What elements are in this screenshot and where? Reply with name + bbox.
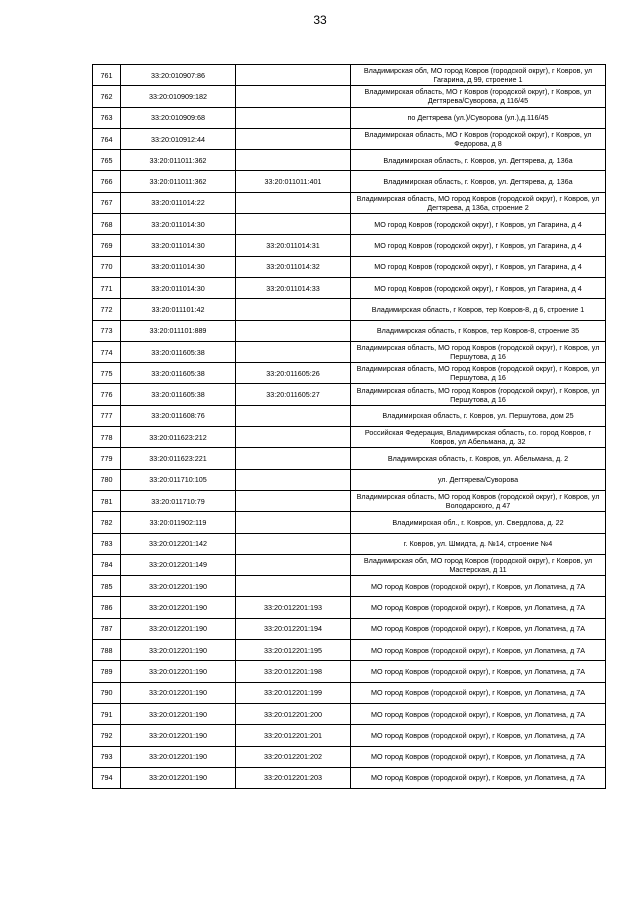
address-cell: МО город Ковров (городской округ), г Ковров, ул Лопатина, д 7А [351,703,606,724]
table-row [93,661,606,682]
address-cell: МО город Ковров (городской округ), г Ковров, ул Лопатина, д 7А [351,661,606,682]
row-number-cell: 781 [93,490,121,511]
address-cell: МО город Ковров (городской округ), г Ковров, ул Лопатина, д 7А [351,767,606,788]
row-number-cell: 761 [93,65,121,86]
cadastral-number-cell: 33:20:012201:190 [121,661,236,682]
page-number: 33 [313,13,327,27]
row-number-cell: 774 [93,341,121,362]
cadastral-number-cell: 33:20:012201:190 [121,746,236,767]
address-cell: Владимирская обл, МО город Ковров (городской округ), г Ковров, ул Гагарина, д 99, строение 1 [351,65,606,86]
building-cadastral-number-cell: 33:20:012201:198 [236,661,351,682]
cadastral-number-cell: 33:20:012201:190 [121,576,236,597]
address-cell: МО город Ковров (городской округ), г Ковров, ул Лопатина, д 7А [351,618,606,639]
address-cell: Владимирская область, г. Ковров, ул. Дегтярева, д. 136а [351,171,606,192]
table-row [93,618,606,639]
table-row [93,341,606,362]
address-cell: по Дегтярева (ул.)/Суворова (ул.),д.116/45 [351,107,606,128]
address-cell: МО город Ковров (городской округ), г Ковров, ул Лопатина, д 7А [351,597,606,618]
cadastral-number-cell: 33:20:011101:889 [121,320,236,341]
row-number-cell: 789 [93,661,121,682]
cadastral-number-cell: 33:20:011014:30 [121,277,236,298]
table-row [93,554,606,575]
building-cadastral-number-cell [236,192,351,213]
row-number-cell: 794 [93,767,121,788]
row-number-cell: 775 [93,363,121,384]
address-cell: Владимирская область, г. Ковров, ул. Абельмана, д. 2 [351,448,606,469]
table-row [93,86,606,107]
row-number-cell: 788 [93,640,121,661]
cadastral-number-cell: 33:20:011014:30 [121,214,236,235]
building-cadastral-number-cell: 33:20:011014:32 [236,256,351,277]
address-cell: МО город Ковров (городской округ), г Ковров, ул Гагарина, д 4 [351,235,606,256]
building-cadastral-number-cell: 33:20:012201:194 [236,618,351,639]
cadastral-number-cell: 33:20:011623:212 [121,427,236,448]
address-cell: МО город Ковров (городской округ), г Ковров, ул Гагарина, д 4 [351,256,606,277]
cadastral-number-cell: 33:20:011710:79 [121,490,236,511]
address-cell: МО город Ковров (городской округ), г Ковров, ул Лопатина, д 7А [351,682,606,703]
cadastral-number-cell: 33:20:011902:119 [121,512,236,533]
cadastral-number-cell: 33:20:011014:30 [121,256,236,277]
cadastral-number-cell: 33:20:011605:38 [121,384,236,405]
building-cadastral-number-cell [236,341,351,362]
row-number-cell: 779 [93,448,121,469]
row-number-cell: 765 [93,150,121,171]
cadastral-number-cell: 33:20:011011:362 [121,150,236,171]
row-number-cell: 792 [93,725,121,746]
table-row [93,767,606,788]
row-number-cell: 787 [93,618,121,639]
building-cadastral-number-cell [236,512,351,533]
registry-table [92,64,606,789]
table-row [93,256,606,277]
building-cadastral-number-cell: 33:20:011011:401 [236,171,351,192]
cadastral-number-cell: 33:20:012201:190 [121,682,236,703]
address-cell: Владимирская область, г Ковров, тер Ковров-8, строение 35 [351,320,606,341]
row-number-cell: 785 [93,576,121,597]
table-row [93,427,606,448]
row-number-cell: 778 [93,427,121,448]
building-cadastral-number-cell [236,214,351,235]
address-cell: г. Ковров, ул. Шмидта, д. №14, строение №4 [351,533,606,554]
address-cell: МО город Ковров (городской округ), г Ковров, ул Лопатина, д 7А [351,576,606,597]
table-row [93,299,606,320]
building-cadastral-number-cell [236,299,351,320]
table-row [93,384,606,405]
cadastral-number-cell: 33:20:011014:30 [121,235,236,256]
address-cell: МО город Ковров (городской округ), г Ковров, ул Гагарина, д 4 [351,214,606,235]
building-cadastral-number-cell [236,150,351,171]
address-cell: Российская Федерация, Владимирская область, г.о. город Ковров, г Ковров, ул Абельмана, д. 32 [351,427,606,448]
address-cell: Владимирская область, МО г Ковров (городской округ), г Ковров, ул Дегтярева/Суворова, д 116/45 [351,86,606,107]
table-row [93,150,606,171]
table-row [93,576,606,597]
row-number-cell: 780 [93,469,121,490]
row-number-cell: 777 [93,405,121,426]
address-cell: Владимирская область, МО г Ковров (городской округ), г Ковров, ул Федорова, д 8 [351,128,606,149]
row-number-cell: 783 [93,533,121,554]
table-row [93,192,606,213]
row-number-cell: 767 [93,192,121,213]
cadastral-number-cell: 33:20:011710:105 [121,469,236,490]
building-cadastral-number-cell [236,490,351,511]
building-cadastral-number-cell [236,469,351,490]
building-cadastral-number-cell [236,554,351,575]
address-cell: Владимирская область, г. Ковров, ул. Дегтярева, д. 136а [351,150,606,171]
cadastral-number-cell: 33:20:010909:182 [121,86,236,107]
address-cell: Владимирская обл., г. Ковров, ул. Свердлова, д. 22 [351,512,606,533]
building-cadastral-number-cell [236,405,351,426]
row-number-cell: 764 [93,128,121,149]
table-row [93,171,606,192]
table-row [93,533,606,554]
row-number-cell: 782 [93,512,121,533]
cadastral-number-cell: 33:20:011608:76 [121,405,236,426]
address-cell: МО город Ковров (городской округ), г Ковров, ул Лопатина, д 7А [351,640,606,661]
table-row [93,640,606,661]
table-row [93,128,606,149]
table-row [93,405,606,426]
row-number-cell: 770 [93,256,121,277]
address-cell: Владимирская область, МО город Ковров (городской округ), г Ковров, ул Першутова, д 16 [351,341,606,362]
cadastral-number-cell: 33:20:012201:190 [121,725,236,746]
table-row [93,363,606,384]
row-number-cell: 766 [93,171,121,192]
address-cell: МО город Ковров (городской округ), г Ковров, ул Лопатина, д 7А [351,746,606,767]
address-cell: Владимирская область, г. Ковров, ул. Першутова, дом 25 [351,405,606,426]
row-number-cell: 762 [93,86,121,107]
row-number-cell: 763 [93,107,121,128]
building-cadastral-number-cell [236,107,351,128]
cadastral-number-cell: 33:20:012201:190 [121,703,236,724]
building-cadastral-number-cell [236,65,351,86]
table-row [93,277,606,298]
building-cadastral-number-cell: 33:20:012201:203 [236,767,351,788]
building-cadastral-number-cell: 33:20:011605:26 [236,363,351,384]
building-cadastral-number-cell: 33:20:012201:200 [236,703,351,724]
address-cell: Владимирская область, МО город Ковров (городской округ), г Ковров, ул Дегтярева, д 136а, строение 2 [351,192,606,213]
cadastral-number-cell: 33:20:012201:190 [121,767,236,788]
table-row [93,469,606,490]
table-row [93,65,606,86]
table-row [93,682,606,703]
row-number-cell: 768 [93,214,121,235]
building-cadastral-number-cell [236,320,351,341]
address-cell: МО город Ковров (городской округ), г Ковров, ул Гагарина, д 4 [351,277,606,298]
row-number-cell: 784 [93,554,121,575]
table-row [93,725,606,746]
address-cell: Владимирская область, МО город Ковров (городской округ), г Ковров, ул Першутова, д 16 [351,363,606,384]
building-cadastral-number-cell: 33:20:011014:31 [236,235,351,256]
building-cadastral-number-cell: 33:20:011014:33 [236,277,351,298]
table-row [93,320,606,341]
row-number-cell: 771 [93,277,121,298]
row-number-cell: 776 [93,384,121,405]
table-row [93,703,606,724]
table-row [93,235,606,256]
building-cadastral-number-cell: 33:20:012201:193 [236,597,351,618]
building-cadastral-number-cell: 33:20:012201:202 [236,746,351,767]
cadastral-number-cell: 33:20:012201:142 [121,533,236,554]
table-row [93,512,606,533]
address-cell: Владимирская область, МО город Ковров (городской округ), г Ковров, ул Першутова, д 16 [351,384,606,405]
table-row [93,746,606,767]
building-cadastral-number-cell [236,576,351,597]
row-number-cell: 773 [93,320,121,341]
cadastral-number-cell: 33:20:011623:221 [121,448,236,469]
row-number-cell: 793 [93,746,121,767]
registry-table-body [93,65,606,789]
building-cadastral-number-cell [236,86,351,107]
cadastral-number-cell: 33:20:010909:68 [121,107,236,128]
building-cadastral-number-cell [236,128,351,149]
building-cadastral-number-cell: 33:20:012201:201 [236,725,351,746]
address-cell: Владимирская область, МО город Ковров (городской округ), г Ковров, ул Володарского, д 47 [351,490,606,511]
address-cell: Владимирская область, г Ковров, тер Ковров-8, д 6, строение 1 [351,299,606,320]
row-number-cell: 786 [93,597,121,618]
row-number-cell: 772 [93,299,121,320]
cadastral-number-cell: 33:20:012201:190 [121,640,236,661]
building-cadastral-number-cell [236,427,351,448]
building-cadastral-number-cell: 33:20:011605:27 [236,384,351,405]
building-cadastral-number-cell [236,533,351,554]
address-cell: ул. Дегтярева/Суворова [351,469,606,490]
cadastral-number-cell: 33:20:010907:86 [121,65,236,86]
table-row [93,448,606,469]
cadastral-number-cell: 33:20:012201:149 [121,554,236,575]
cadastral-number-cell: 33:20:012201:190 [121,618,236,639]
cadastral-number-cell: 33:20:011101:42 [121,299,236,320]
cadastral-number-cell: 33:20:012201:190 [121,597,236,618]
building-cadastral-number-cell: 33:20:012201:195 [236,640,351,661]
building-cadastral-number-cell: 33:20:012201:199 [236,682,351,703]
row-number-cell: 790 [93,682,121,703]
row-number-cell: 769 [93,235,121,256]
table-row [93,214,606,235]
cadastral-number-cell: 33:20:011605:38 [121,341,236,362]
address-cell: Владимирская обл, МО город Ковров (городской округ), г Ковров, ул Мастерская, д 11 [351,554,606,575]
cadastral-number-cell: 33:20:011014:22 [121,192,236,213]
table-row [93,597,606,618]
row-number-cell: 791 [93,703,121,724]
cadastral-number-cell: 33:20:011011:362 [121,171,236,192]
building-cadastral-number-cell [236,448,351,469]
address-cell: МО город Ковров (городской округ), г Ковров, ул Лопатина, д 7А [351,725,606,746]
cadastral-number-cell: 33:20:011605:38 [121,363,236,384]
table-row [93,490,606,511]
table-row [93,107,606,128]
cadastral-number-cell: 33:20:010912:44 [121,128,236,149]
